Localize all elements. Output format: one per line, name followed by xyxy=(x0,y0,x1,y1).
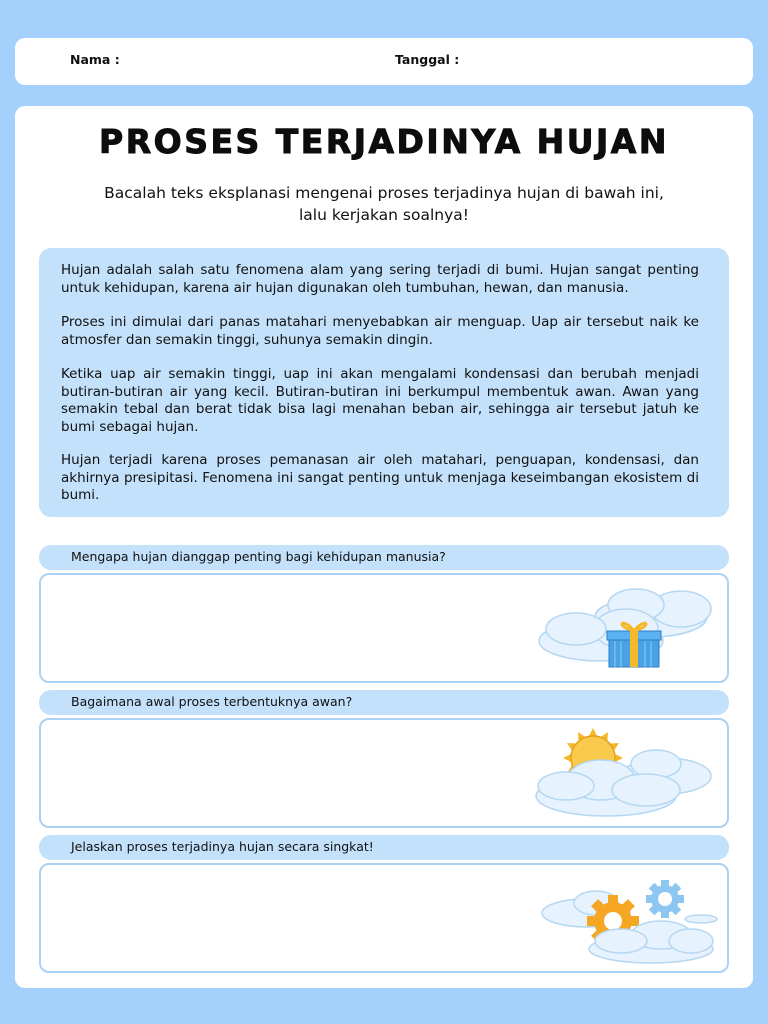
sun-cloud-icon xyxy=(531,724,721,820)
answer-box-3[interactable] xyxy=(39,863,729,973)
worksheet-card xyxy=(15,106,753,988)
question-1-text: Mengapa hujan dianggap penting bagi kehidupan manusia? xyxy=(71,549,446,564)
answer-box-1[interactable] xyxy=(39,573,729,683)
instruction-line-2: lalu kerjakan soalnya! xyxy=(298,206,470,224)
question-2-text: Bagaimana awal proses terbentuknya awan? xyxy=(71,694,353,709)
answer-box-2[interactable] xyxy=(39,718,729,828)
question-3-text: Jelaskan proses terjadinya hujan secara singkat! xyxy=(71,839,374,854)
paragraph-2: Proses ini dimulai dari panas matahari menyebabkan air menguap. Uap air tersebut naik ke atmosfer dan semakin tinggi, suhunya semakin dingin. xyxy=(61,314,699,348)
reading-passage xyxy=(39,248,729,517)
paragraph-3: Ketika uap air semakin tinggi, uap ini akan mengalami kondensasi dan berubah menjadi butiran-butiran air yang kecil. Butiran-butiran ini berkumpul membentuk awan. Awan yang semakin tebal dan berat tidak bisa lagi menahan beban air, sehingga air tersebut jatuh ke bumi sebagai hujan. xyxy=(61,366,699,435)
instruction-line-1: Bacalah teks eksplanasi mengenai proses terjadinya hujan di bawah ini, xyxy=(104,184,664,202)
question-1-bar xyxy=(39,545,729,570)
name-label: Nama : xyxy=(70,52,120,67)
date-label: Tanggal : xyxy=(395,52,460,67)
cloud-gift-icon xyxy=(531,579,721,671)
paragraph-4: Hujan terjadi karena proses pemanasan air oleh matahari, penguapan, kondensasi, dan akhirnya presipitasi. Fenomena ini sangat penting untuk menjaga keseimbangan ekosistem di bumi. xyxy=(61,452,699,503)
student-info-header xyxy=(15,38,753,85)
page-title: PROSES TERJADINYA HUJAN xyxy=(99,122,669,161)
paragraph-1: Hujan adalah salah satu fenomena alam yang sering terjadi di bumi. Hujan sangat penting untuk kehidupan, karena air hujan digunakan oleh tumbuhan, hewan, dan manusia. xyxy=(61,262,699,296)
question-3-bar xyxy=(39,835,729,860)
cloud-gears-icon xyxy=(541,869,721,965)
question-2-bar xyxy=(39,690,729,715)
instruction-text xyxy=(15,182,753,226)
